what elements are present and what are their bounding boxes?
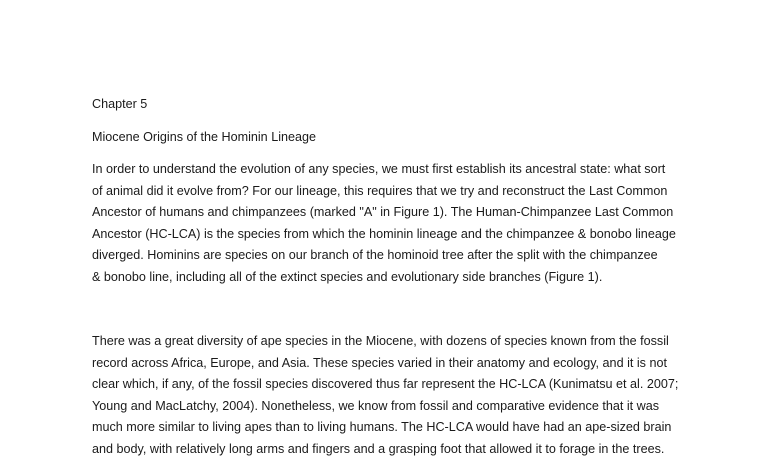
paragraph-1 bbox=[92, 159, 704, 288]
paragraph-line: & bonobo line, including all of the extinct species and evolutionary side branches (Figure 1). bbox=[92, 267, 704, 289]
paragraph-line: In order to understand the evolution of any species, we must first establish its ancestral state: what sort bbox=[92, 159, 704, 181]
paragraph-line: of animal did it evolve from? For our lineage, this requires that we try and reconstruct the Last Common bbox=[92, 181, 704, 203]
paragraph-line: Ancestor of humans and chimpanzees (marked "A" in Figure 1). The Human-Chimpanzee Last Common bbox=[92, 202, 704, 224]
document-body bbox=[92, 94, 704, 460]
paragraph-line: much more similar to living apes than to living humans. The HC-LCA would have had an ape-sized brain bbox=[92, 417, 704, 439]
paragraph-line: record across Africa, Europe, and Asia. These species varied in their anatomy and ecology, and it is not bbox=[92, 353, 704, 375]
paragraph-line: There was a great diversity of ape species in the Miocene, with dozens of species known from the fossil bbox=[92, 331, 704, 353]
paragraph-line: diverged. Hominins are species on our branch of the hominoid tree after the split with the chimpanzee bbox=[92, 245, 704, 267]
paragraph-line: clear which, if any, of the fossil species discovered thus far represent the HC-LCA (Kunimatsu et al. 2007; bbox=[92, 374, 704, 396]
chapter-title: Miocene Origins of the Hominin Lineage bbox=[92, 127, 704, 149]
paragraph-line: Young and MacLatchy, 2004). Nonetheless, we know from fossil and comparative evidence that it was bbox=[92, 396, 704, 418]
paragraph-line: and body, with relatively long arms and fingers and a grasping foot that allowed it to forage in the trees. bbox=[92, 439, 704, 460]
paragraph-line: Ancestor (HC-LCA) is the species from which the hominin lineage and the chimpanzee & bonobo lineage bbox=[92, 224, 704, 246]
chapter-heading: Chapter 5 bbox=[92, 94, 704, 116]
